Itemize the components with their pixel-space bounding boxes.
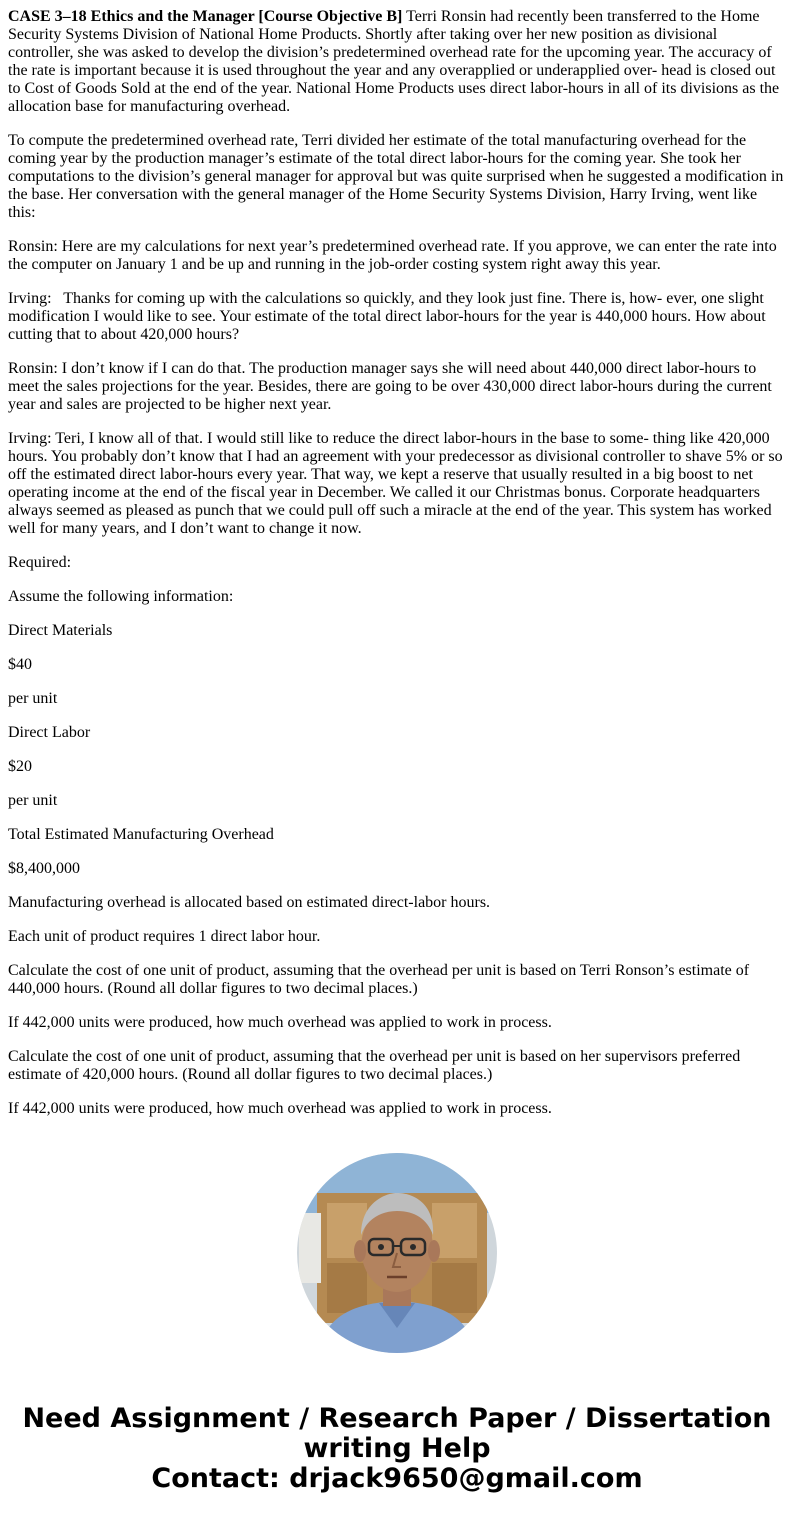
allocation-note: Manufacturing overhead is allocated based on estimated direct-labor hours. [8, 894, 491, 911]
contact-banner [0, 1404, 794, 1494]
author-avatar [297, 1153, 497, 1353]
direct-labor-label: Direct Labor [8, 724, 91, 741]
direct-labor-unit: per unit [8, 792, 58, 809]
ronsin-dialogue-2: Ronsin: I don’t know if I can do that. The production manager says she will need about 440,000 direct labor-hours to meet the sales projections for the year. Besides, there are going to be over 430,000 direct labor-hours during the current year and sales are projected to be higher next year. [8, 360, 772, 413]
banner-line-1: Need Assignment / Research Paper / Dissertation [22, 1403, 772, 1434]
irving-dialogue-2: Irving: Teri, I know all of that. I would still like to reduce the direct labor-hours in the base to some- thing like 420,000 hours. You probably don’t know that I had an agreement with your predecessor as divisional controller to shave 5% or so off the estimated direct labor-hours every year. That way, we kept a reserve that usually resulted in a big boost to net operating income at the end of the fiscal year in December. We called it our Christmas bonus. Corporate headquarters always seemed as pleased as punch that we could pull off such a miracle at the end of the year. This system has worked well for many years, and I don’t want to change it now. [8, 430, 783, 537]
question-2: If 442,000 units were produced, how much overhead was applied to work in process. [8, 1014, 552, 1031]
overhead-value: $8,400,000 [8, 860, 80, 877]
labor-hour-note: Each unit of product requires 1 direct labor hour. [8, 928, 321, 945]
direct-materials-unit: per unit [8, 690, 58, 707]
banner-line-2: writing Help [303, 1433, 491, 1464]
question-3: Calculate the cost of one unit of product, assuming that the overhead per unit is based on her supervisors preferred estimate of 420,000 hours. (Round all dollar figures to two decimal places.) [8, 1048, 741, 1083]
setup-paragraph: To compute the predetermined overhead rate, Terri divided her estimate of the total manufacturing overhead for the coming year by the production manager’s estimate of the total direct labor-hours for the coming year. She took her computations to the division’s general manager for approval but was quite surprised when he suggested a modification in the base. Her conversation with the general manager of the Home Security Systems Division, Harry Irving, went like this: [8, 132, 784, 221]
irving-dialogue-1: Irving: Thanks for coming up with the calculations so quickly, and they look just fine. There is, how- ever, one slight modification I would like to see. Your estimate of the total direct labor-hours for the year is 440,000 hours. How about cutting that to about 420,000 hours? [8, 290, 770, 343]
question-1: Calculate the cost of one unit of product, assuming that the overhead per unit is based on Terri Ronson’s estimate of 440,000 hours. (Round all dollar figures to two decimal places.) [8, 962, 750, 997]
direct-materials-value: $40 [8, 656, 32, 673]
intro-text: Terri Ronsin had recently been transferred to the Home Security Systems Division of National Home Products. Shortly after taking over her new position as divisional controller, she was asked to develop the division’s predetermined overhead rate for the upcoming year. The accuracy of the rate is important because it is used throughout the year and any overapplied or underapplied over- head is closed out to Cost of Goods Sold at the end of the year. National Home Products uses direct labor-hours in all of its divisions as the allocation base for manufacturing overhead. [8, 8, 780, 115]
ronsin-dialogue-1: Ronsin: Here are my calculations for next year’s predetermined overhead rate. If you approve, we can enter the rate into the computer on January 1 and be up and running in the job-order costing system right away this year. [8, 238, 777, 273]
case-heading: CASE 3–18 Ethics and the Manager [Course Objective B] [8, 8, 403, 25]
overhead-label: Total Estimated Manufacturing Overhead [8, 826, 274, 843]
case-document [8, 8, 786, 1134]
direct-labor-value: $20 [8, 758, 32, 775]
required-label: Required: [8, 554, 72, 571]
question-4: If 442,000 units were produced, how much overhead was applied to work in process. [8, 1100, 552, 1117]
banner-line-3: Contact: drjack9650@gmail.com [151, 1463, 643, 1494]
assume-label: Assume the following information: [8, 588, 234, 605]
intro-paragraph [8, 8, 786, 116]
direct-materials-label: Direct Materials [8, 622, 113, 639]
